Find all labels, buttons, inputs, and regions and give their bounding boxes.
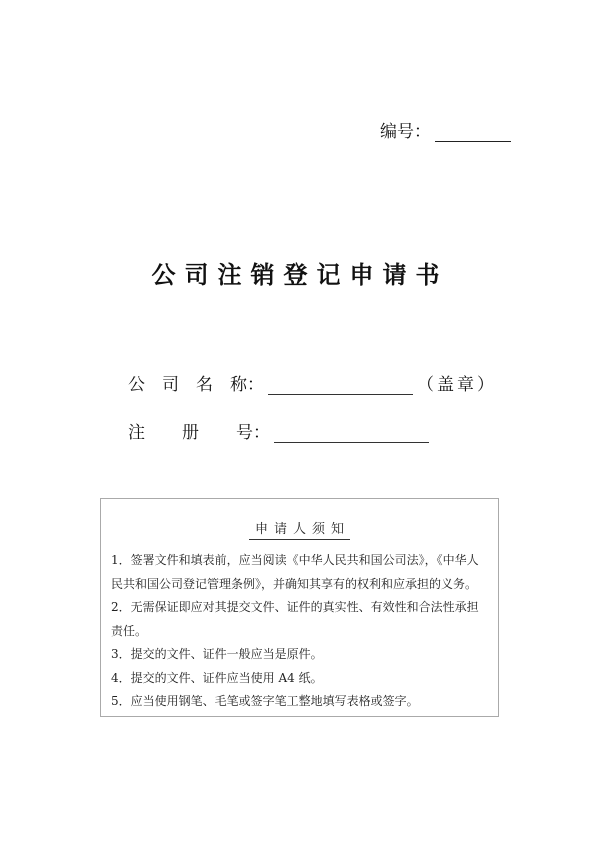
notice-item: 5．应当使用钢笔、毛笔或签字笔工整地填写表格或签字。: [111, 694, 419, 708]
seal-note: （盖章）: [417, 375, 497, 395]
company-name-field[interactable]: [268, 376, 413, 395]
serial-number-field[interactable]: [435, 123, 511, 142]
notice-item: 3．提交的文件、证件一般应当是原件。: [111, 647, 323, 661]
registration-number-field[interactable]: [274, 424, 429, 443]
notice-item: 2．无需保证即应对其提交文件、证件的真实性、有效性和合法性承担责任。: [111, 600, 479, 638]
serial-label: 编号：: [380, 122, 431, 142]
label-char: 注: [128, 423, 145, 443]
notice-item: 4．提交的文件、证件应当使用 A4 纸。: [111, 670, 323, 685]
label-char: 名: [196, 375, 213, 395]
notice-title: [101, 518, 498, 537]
notice-list: [111, 549, 488, 714]
notice-item: 1．签署文件和填表前，应当阅读《中华人民共和国公司法》，《中华人民共和国公司登记管理条例》，并确知其享有的权利和应承担的义务。: [111, 553, 479, 591]
label-char: 号：: [236, 423, 270, 443]
label-char: 册: [182, 423, 199, 443]
company-name-row: [128, 370, 497, 395]
registration-number-label: [128, 418, 270, 443]
label-char: 公: [128, 375, 145, 395]
label-char: 司: [162, 375, 179, 395]
document-title: 公司注销登记申请书: [151, 261, 449, 289]
label-char: 称：: [230, 375, 264, 395]
company-name-label: [128, 370, 264, 395]
serial-number: [380, 117, 511, 142]
applicant-notice-box: [100, 498, 499, 717]
notice-title-text: 申请人须知: [249, 522, 350, 540]
registration-number-row: [128, 418, 429, 443]
